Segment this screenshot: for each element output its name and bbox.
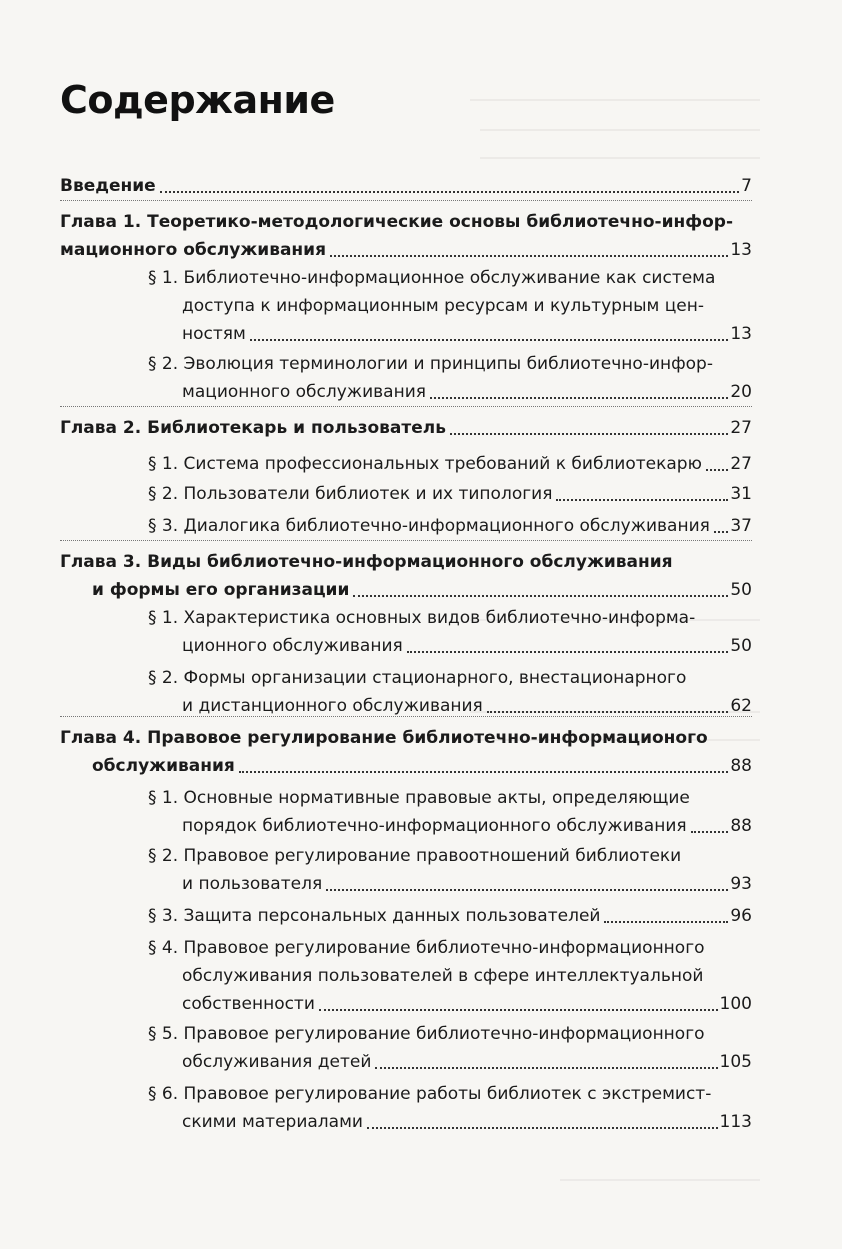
page-number: 100 — [719, 994, 752, 1014]
toc-section-6[interactable] — [148, 480, 752, 508]
toc-entry-text: и дистанционного обслуживания — [182, 696, 483, 716]
toc-entry-text: § 1. Библиотечно-информационное обслуживание как система — [148, 268, 716, 288]
page-number: 27 — [730, 454, 752, 474]
dot-leader — [326, 889, 728, 891]
toc-entry-text: § 5. Правовое регулирование библиотечно-информационного — [148, 1024, 705, 1044]
toc-section-14[interactable] — [148, 902, 752, 930]
toc-entry-text: ционного обслуживания — [182, 636, 403, 656]
dot-leader — [375, 1067, 717, 1069]
page-number: 113 — [719, 1112, 752, 1132]
toc-section-16[interactable] — [148, 1020, 752, 1076]
toc-entry-text: Глава 4. Правовое регулирование библиотечно-информационого — [60, 728, 708, 748]
page-number: 27 — [730, 418, 752, 438]
toc-entry-text: Введение — [60, 176, 156, 196]
page-number: 50 — [730, 636, 752, 656]
page-number: 20 — [730, 382, 752, 402]
toc-section-15[interactable] — [148, 934, 752, 1018]
dot-leader — [604, 921, 728, 923]
toc-section-10[interactable] — [148, 664, 752, 720]
page-number: 88 — [730, 816, 752, 836]
toc-entry-text: мационного обслуживания — [182, 382, 426, 402]
dot-leader — [319, 1009, 718, 1011]
toc-entry-text: ностям — [182, 324, 246, 344]
toc-entry-text: собственности — [182, 994, 315, 1014]
page-number: 88 — [730, 756, 752, 776]
page-number: 13 — [730, 240, 752, 260]
dot-leader — [691, 831, 729, 833]
toc-section-13[interactable] — [148, 842, 752, 898]
toc-entry-text: обслуживания детей — [182, 1052, 372, 1072]
toc-entry-text: § 1. Основные нормативные правовые акты, определяющие — [148, 788, 690, 808]
toc-entry-text: доступа к информационным ресурсам и культурным цен- — [182, 296, 705, 316]
divider — [60, 716, 752, 717]
page-number: 96 — [730, 906, 752, 926]
dot-leader — [714, 531, 728, 533]
toc-chapter-0[interactable] — [60, 172, 752, 200]
page-number: 13 — [730, 324, 752, 344]
toc-entry-text: § 3. Защита персональных данных пользователей — [148, 906, 601, 926]
toc-entry-text: мационного обслуживания — [60, 240, 326, 260]
toc-entry-text: § 6. Правовое регулирование работы библиотек с экстремист- — [148, 1084, 712, 1104]
dot-leader — [487, 711, 729, 713]
toc-entry-text: и формы его организации — [92, 580, 350, 600]
dot-leader — [556, 499, 728, 501]
dot-leader — [353, 595, 728, 597]
toc-entry-text: § 1. Характеристика основных видов библиотечно-информа- — [148, 608, 696, 628]
toc-entry-text: § 2. Эволюция терминологии и принципы библиотечно-инфор- — [148, 354, 713, 374]
page-title: Содержание — [60, 78, 335, 122]
toc-section-9[interactable] — [148, 604, 752, 660]
toc-chapter-4[interactable] — [60, 414, 752, 442]
toc-chapter-1[interactable] — [60, 208, 752, 264]
divider — [60, 540, 752, 541]
dot-leader — [160, 191, 739, 193]
toc-entry-text: § 1. Система профессиональных требований к библиотекарю — [148, 454, 702, 474]
dot-leader — [250, 339, 729, 341]
toc-entry-text: и пользователя — [182, 874, 323, 894]
divider — [60, 200, 752, 201]
dot-leader — [407, 651, 729, 653]
page-number: 37 — [730, 516, 752, 536]
toc-entry-text: Глава 2. Библиотекарь и пользователь — [60, 418, 446, 438]
toc-entry-text: § 2. Формы организации стационарного, внестационарного — [148, 668, 687, 688]
toc-entry-text: обслуживания пользователей в сфере интеллектуальной — [182, 966, 704, 986]
divider — [60, 406, 752, 407]
toc-section-7[interactable] — [148, 512, 752, 540]
toc-entry-text: Глава 3. Виды библиотечно-информационного обслуживания — [60, 552, 673, 572]
toc-entry-text: § 2. Правовое регулирование правоотношений библиотеки — [148, 846, 682, 866]
page-number: 105 — [719, 1052, 752, 1072]
dot-leader — [239, 771, 729, 773]
page-number: 31 — [730, 484, 752, 504]
toc-entry-text: обслуживания — [92, 756, 235, 776]
dot-leader — [367, 1127, 718, 1129]
toc-entry-text: скими материалами — [182, 1112, 363, 1132]
dot-leader — [450, 433, 728, 435]
toc-entry-text: Глава 1. Теоретико-методологические основы библиотечно-инфор- — [60, 212, 734, 232]
dot-leader — [430, 397, 728, 399]
dot-leader — [706, 469, 728, 471]
toc-section-3[interactable] — [148, 350, 752, 406]
toc-entry-text: § 2. Пользователи библиотек и их типология — [148, 484, 553, 504]
toc-entry-text: § 4. Правовое регулирование библиотечно-информационного — [148, 938, 705, 958]
toc-section-5[interactable] — [148, 450, 752, 478]
toc-chapter-8[interactable] — [60, 548, 752, 604]
page-number: 50 — [730, 580, 752, 600]
dot-leader — [330, 255, 728, 257]
page-number: 7 — [741, 176, 752, 196]
page-number: 93 — [730, 874, 752, 894]
toc-section-12[interactable] — [148, 784, 752, 840]
toc-entry-text: порядок библиотечно-информационного обслуживания — [182, 816, 687, 836]
toc-section-17[interactable] — [148, 1080, 752, 1136]
toc-section-2[interactable] — [148, 264, 752, 348]
page-number: 62 — [730, 696, 752, 716]
toc-entry-text: § 3. Диалогика библиотечно-информационного обслуживания — [148, 516, 710, 536]
toc-chapter-11[interactable] — [60, 724, 752, 780]
